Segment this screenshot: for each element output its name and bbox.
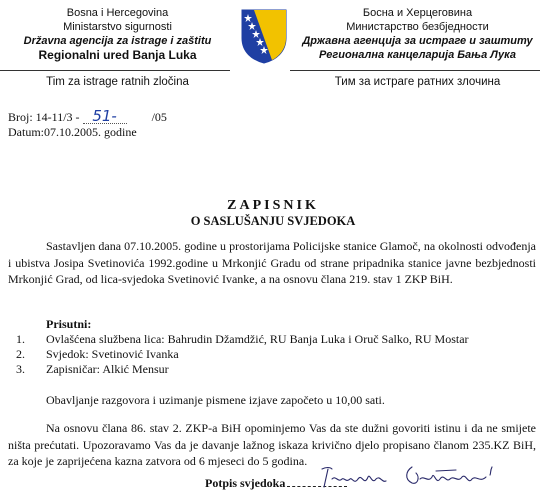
reference-number-handwritten: 51- <box>83 110 127 124</box>
list-item <box>8 332 536 347</box>
handwritten-signature <box>320 461 500 491</box>
list-item-text: Svjedok: Svetinović Ivanka <box>46 347 179 361</box>
letterhead <box>0 0 546 100</box>
reference-number <box>8 107 167 125</box>
letterhead-latin <box>10 6 225 62</box>
list-item-number: 2. <box>16 347 25 361</box>
reference-date: Datum:07.10.2005. godine <box>8 125 137 139</box>
team-name: Tim za istrage ratnih zločina <box>46 76 189 88</box>
present-label: Prisutni: <box>46 317 92 331</box>
list-item-text: Ovlašćena službena lica: Bahrudin Džamdžić, RU Banja Luka i Oruč Salko, RU Mostar <box>46 332 469 346</box>
reference-number-prefix: Broj: 14-11/3 - <box>8 110 80 124</box>
present-list <box>8 332 536 377</box>
agency-name: Državna agencija za istrage i zaštitu <box>23 35 212 47</box>
start-note: Obavljanje razgovora i uzimanje pismene izjave započeto u 10,00 sati. <box>46 393 385 407</box>
reference-block <box>8 107 167 140</box>
ministry-name-cyrillic: Министарство безбједности <box>346 21 489 33</box>
signature-label: Potpis svjedoka <box>205 476 286 490</box>
list-item-number: 3. <box>16 362 25 376</box>
intro-paragraph: Sastavljen dana 07.10.2005. godine u prostorijama Policijske stanice Glamoč, na okolnosti odvođenja i ubistva Josipa Svetinovića 1992.godine u Mrkonjić Gradu od strane pripadnika stanice javne bezbjednosti Mrkonjić Grad, od lica-svjedoka Svetinović Ivanke, a na osnovu člana 219. stav 1 ZKP BiH. <box>8 239 536 286</box>
document-subtitle: O SASLUŠANJU SVJEDOKA <box>190 214 356 228</box>
header-divider-right <box>290 70 540 71</box>
reference-number-suffix: /05 <box>151 110 167 124</box>
document-title: ZAPISNIK <box>227 198 319 213</box>
country-name: Bosna i Hercegovina <box>66 7 169 19</box>
regional-office-cyrillic: Регионална канцеларија Бања Лука <box>319 49 516 61</box>
list-item-number: 1. <box>16 332 25 346</box>
country-name-cyrillic: Босна и Херцеговина <box>362 7 473 19</box>
bih-coat-of-arms-icon <box>240 8 288 64</box>
regional-office: Regionalni ured Banja Luka <box>38 48 197 62</box>
list-item <box>8 362 536 377</box>
agency-name-cyrillic: Државна агенција за истраге и заштиту <box>302 35 533 47</box>
header-divider-left <box>0 70 230 71</box>
list-item-text: Zapisničar: Alkić Mensur <box>46 362 169 376</box>
present-section <box>8 317 536 377</box>
list-item <box>8 347 536 362</box>
letterhead-cyrillic <box>295 6 540 62</box>
team-name-cyrillic: Тим за истраге ратних злочина <box>334 76 501 88</box>
warning-paragraph: Na osnovu člana 86. stav 2. ZKP-a BiH opominjemo Vas da ste dužni govoriti istinu i da ne smijete ništa prećutati. Upozoravamo Vas da je davanje lažnog iskaza krivično djelo propisano članom 235.KZ BiH, za koje je zaprijećena kazna zatvora od 6 mjeseci do 5 godina. <box>8 421 536 468</box>
ministry-name: Ministarstvo sigurnosti <box>63 21 172 33</box>
